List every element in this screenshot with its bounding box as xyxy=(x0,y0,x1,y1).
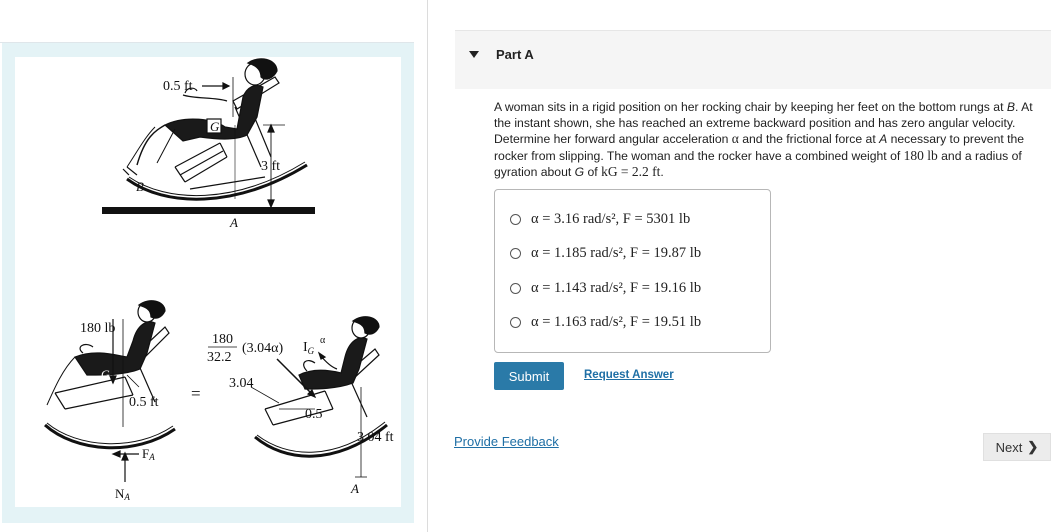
next-button[interactable] xyxy=(983,433,1051,461)
chevron-right-icon: ❯ xyxy=(1027,439,1039,454)
choice-2-text: α = 1.185 rad/s², F = 19.87 lb xyxy=(531,244,702,261)
problem-figure xyxy=(15,57,401,507)
caret-down-icon[interactable] xyxy=(469,51,479,58)
fbd-na: NA xyxy=(115,486,130,502)
top-label-b: B xyxy=(136,179,144,194)
radio-button[interactable] xyxy=(510,248,521,259)
equals-sign: = xyxy=(191,384,201,403)
part-title: Part A xyxy=(496,47,534,62)
kd-alpha: α xyxy=(320,335,326,346)
ground xyxy=(102,207,315,214)
provide-feedback-link[interactable]: Provide Feedback xyxy=(454,434,559,449)
next-label: Next xyxy=(995,439,1023,455)
top-label-g: G xyxy=(210,119,220,134)
choice-3-text: α = 1.143 rad/s², F = 19.16 lb xyxy=(531,279,702,296)
fbd-label-g: G xyxy=(101,367,110,381)
request-answer-link[interactable]: Request Answer xyxy=(584,369,674,381)
choice-1[interactable] xyxy=(510,207,690,231)
choice-1-text: α = 3.16 rad/s², F = 5301 lb xyxy=(531,210,691,227)
kd-dim-small: 0.5 xyxy=(305,407,323,422)
fbd-dim-x: 0.5 ft xyxy=(129,395,159,410)
radio-button[interactable] xyxy=(510,283,521,294)
top-dim-width: 0.5 ft xyxy=(163,79,193,94)
choice-4-text: α = 1.163 rad/s², F = 19.51 lb xyxy=(531,313,702,330)
choice-3[interactable] xyxy=(510,276,701,300)
submit-button[interactable]: Submit xyxy=(494,362,564,390)
kd-term: (3.04α) xyxy=(242,341,284,356)
part-header[interactable] xyxy=(455,30,1051,89)
rocking-chair-figure xyxy=(102,59,315,214)
kd-label-a: A xyxy=(351,481,359,496)
panel-divider xyxy=(427,0,428,532)
fbd-weight: 180 lb xyxy=(80,321,116,336)
kd-inertia: $I_G$ xyxy=(303,340,315,356)
radio-button[interactable] xyxy=(510,317,521,328)
radio-button[interactable] xyxy=(510,214,521,225)
kd-mass-den: 32.2 xyxy=(207,350,232,365)
top-dim-height: 3 ft xyxy=(261,159,281,174)
choice-2[interactable] xyxy=(510,241,701,265)
kd-mass-num: 180 xyxy=(212,332,233,347)
top-label-a: A xyxy=(230,215,238,230)
problem-statement: A woman sits in a rigid position on her rocking chair by keeping her feet on the bottom rungs at B. At the instant shown, she has reached an extreme backward position and has zero angular velocity. Determine her forward angular acceleration α and the frictional force at A necessary to prevent the rocker from slipping. The woman and the rocker have a combined weight of 180 lb and a radius of gyration about G of kG = 2.2 ft. xyxy=(494,100,1033,179)
kd-dim-height: 3.04 ft xyxy=(357,430,394,445)
answer-choices xyxy=(494,189,771,353)
fbd-fa: FA xyxy=(142,446,155,462)
kd-moment-arm: 3.04 xyxy=(229,376,254,391)
choice-4[interactable] xyxy=(510,310,701,334)
